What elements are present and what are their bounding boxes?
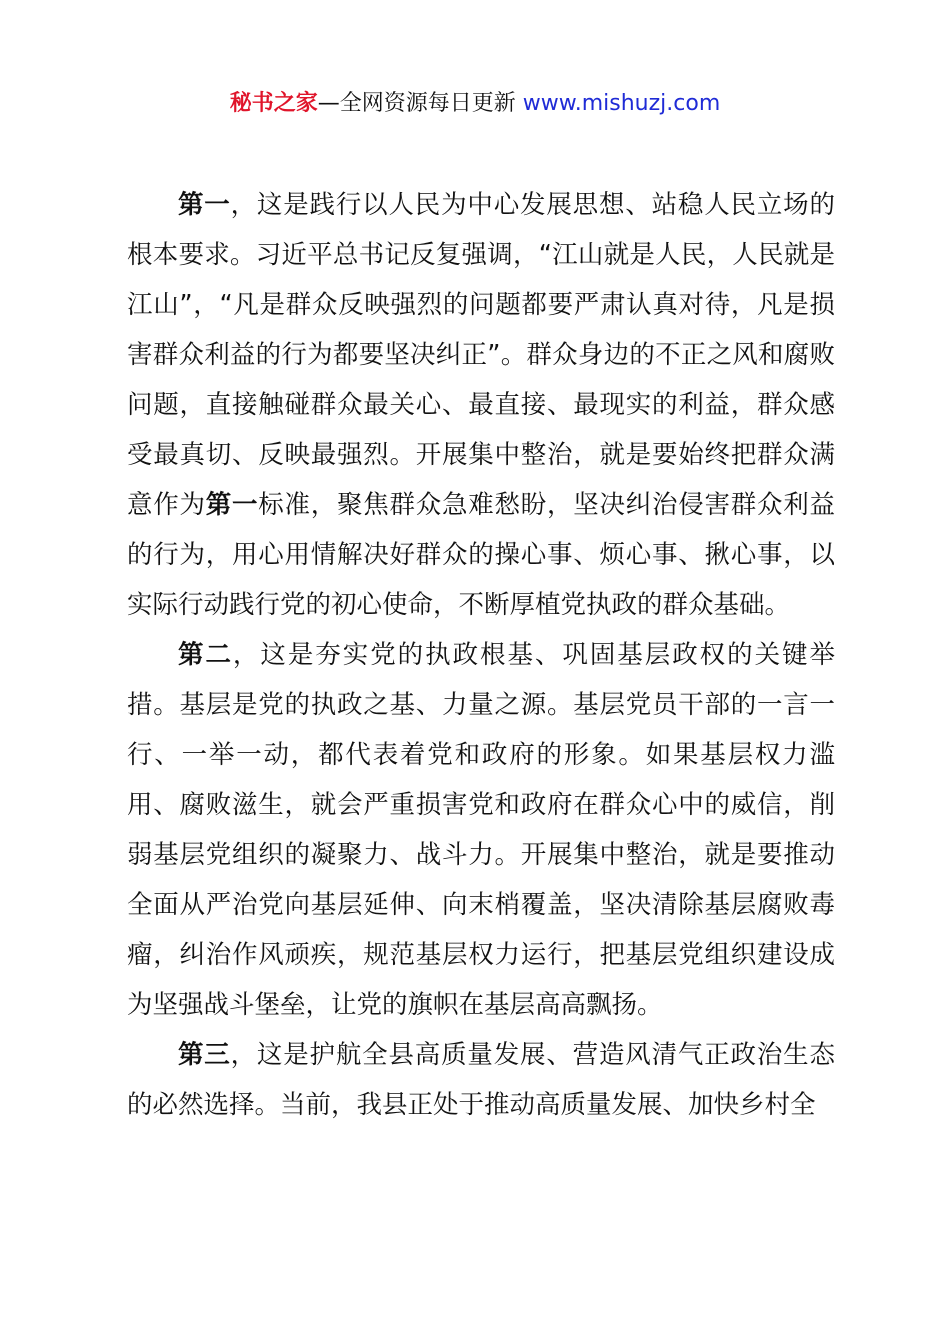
paragraph-third: [127, 1030, 835, 1130]
paragraph-first: [127, 180, 835, 630]
paragraph-text: ，这是践行以人民为中心发展思想、站稳人民立场的根本要求。习近平总书记反复强调，“江山就是人民，人民就是江山”，“凡是群众反映强烈的问题都要严肃认真对待，凡是损害群众利益的行为都要坚决纠正”。群众身边的不正之风和腐败问题，直接触碰群众最关心、最直接、最现实的利益，群众感受最真切、反映最强烈。开展集中整治，就是要始终把群众满意作为: [127, 190, 835, 520]
paragraph-lead: 第一: [178, 190, 231, 220]
document-body: [127, 180, 835, 1130]
paragraph-text: 标准，聚焦群众急难愁盼，坚决纠治侵害群众利益的行为，用心用情解决好群众的操心事、烦心事、揪心事，以实际行动践行党的初心使命，不断厚植党执政的群众基础。: [127, 490, 835, 620]
paragraph-lead: 第三: [178, 1040, 231, 1070]
brand-name: 秘书之家: [229, 91, 318, 116]
site-url-link[interactable]: www.mishuzj.com: [515, 91, 721, 116]
paragraph-text: ，这是夯实党的执政根基、巩固基层政权的关键举措。基层是党的执政之基、力量之源。基层党员干部的一言一行、一举一动，都代表着党和政府的形象。如果基层权力滥用、腐败滋生，就会严重损害党和政府在群众心中的威信，削弱基层党组织的凝聚力、战斗力。开展集中整治，就是要推动全面从严治党向基层延伸、向末梢覆盖，坚决清除基层腐败毒瘤，纠治作风顽疾，规范基层权力运行，把基层党组织建设成为坚强战斗堡垒，让党的旗帜在基层高高飘扬。: [127, 640, 835, 1020]
paragraph-second: [127, 630, 835, 1030]
inline-bold-text: 第一: [205, 490, 259, 520]
paragraph-text: ，这是护航全县高质量发展、营造风清气正政治生态的必然选择。当前，我县正处于推动高质量发展、加快乡村全: [127, 1040, 835, 1120]
header-slogan: —全网资源每日更新: [317, 91, 516, 116]
paragraph-lead: 第二: [178, 640, 233, 670]
site-header: [0, 88, 950, 120]
